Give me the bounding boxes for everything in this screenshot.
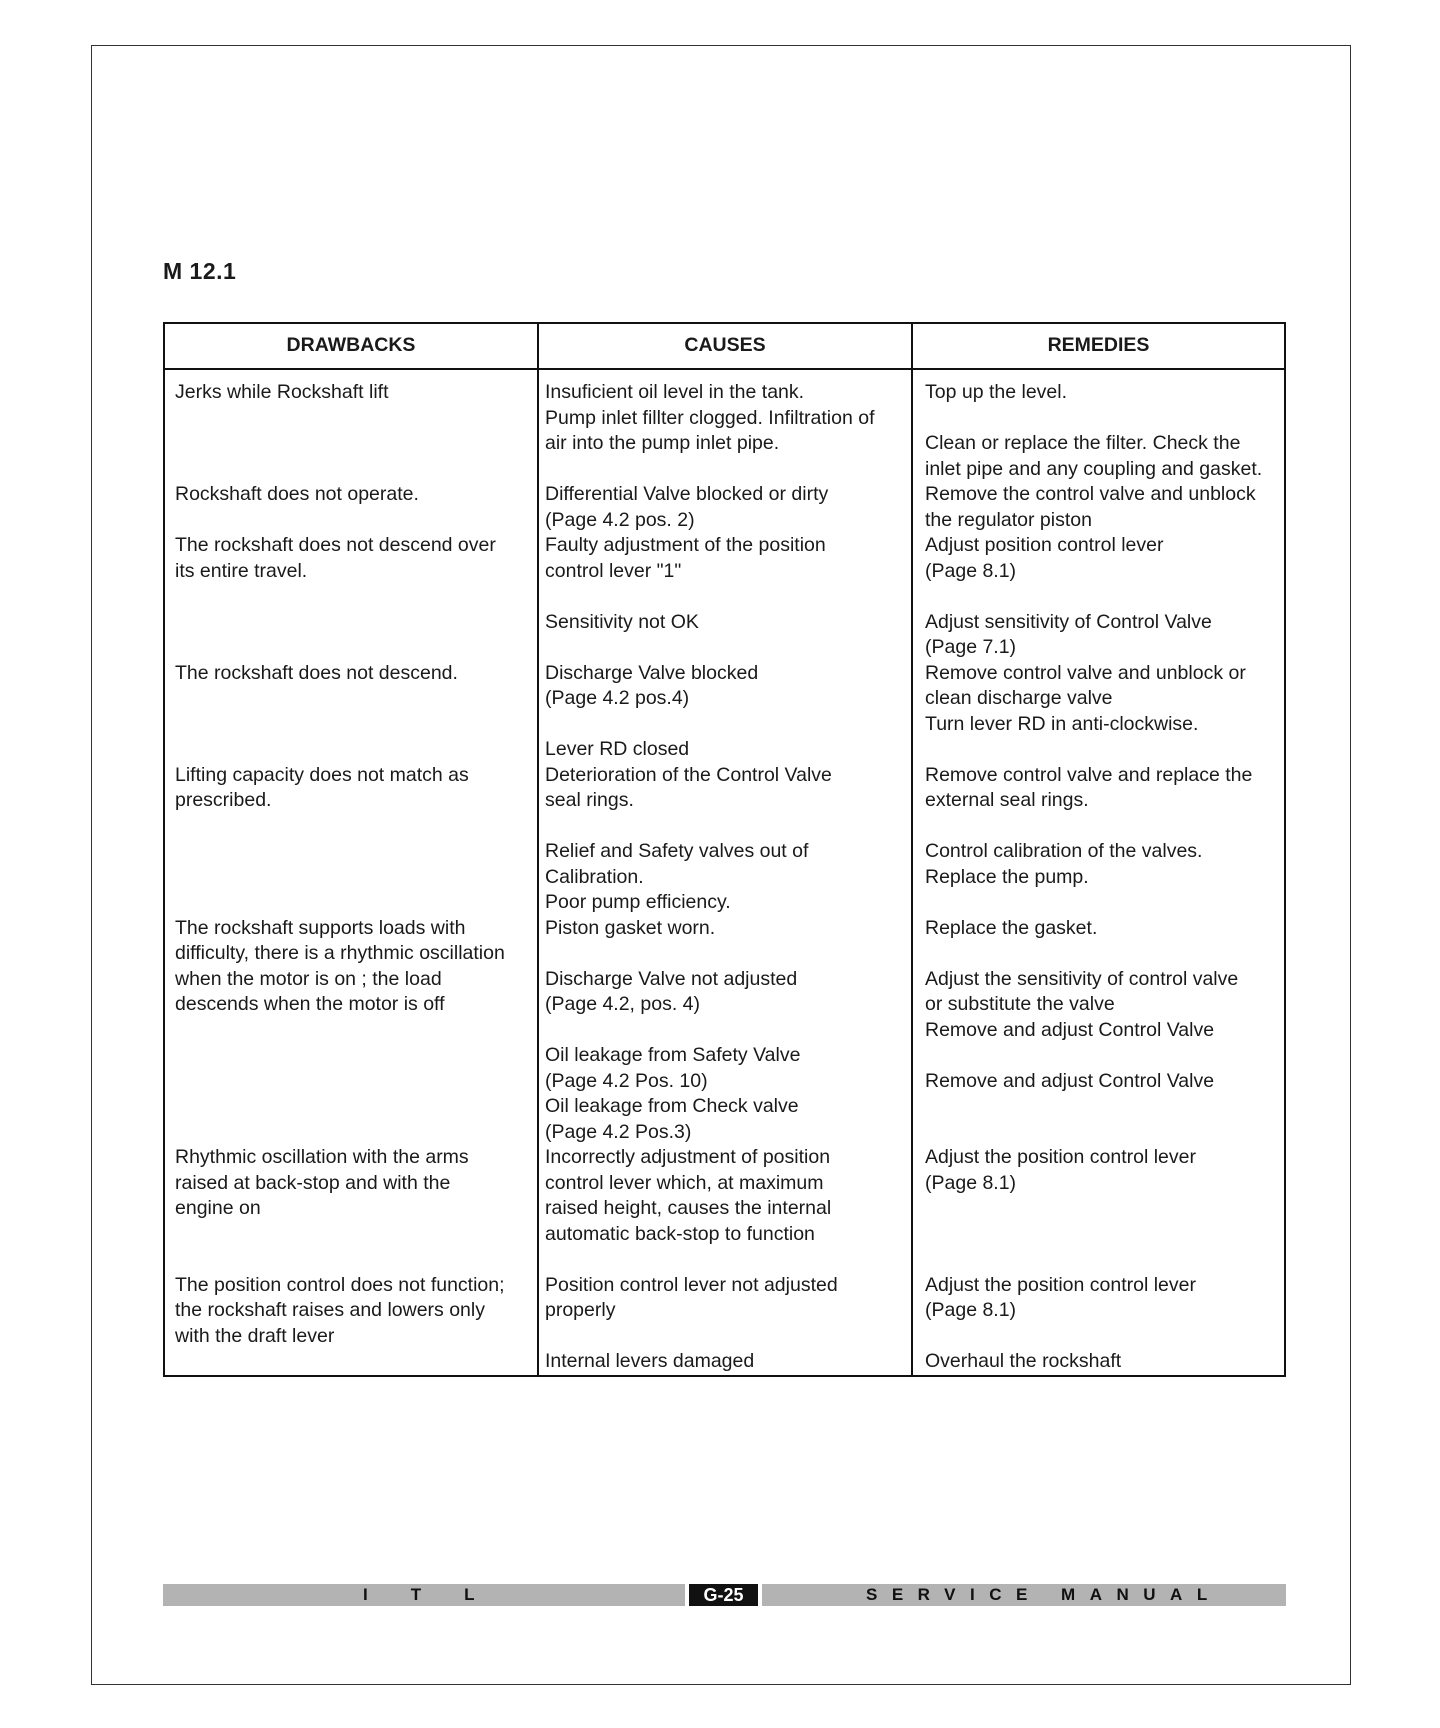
remedy-text-line: Replace the pump. bbox=[925, 865, 1089, 888]
blank-line bbox=[175, 686, 529, 712]
cause-text-line: (Page 4.2 pos.4) bbox=[545, 687, 690, 709]
blank-line bbox=[175, 457, 529, 483]
remedy-cell bbox=[912, 763, 1285, 916]
cause-cell bbox=[538, 763, 912, 916]
remedy-text-line: Remove and adjust Control Valve bbox=[925, 1069, 1215, 1092]
blank-line bbox=[925, 1247, 1276, 1273]
cause-text-line: Faulty adjustment of the position bbox=[545, 534, 826, 556]
drawback-text-line: with the draft lever bbox=[175, 1324, 335, 1347]
remedy-cell bbox=[912, 916, 1285, 1146]
cause-text-line: raised height, causes the internal bbox=[545, 1197, 832, 1219]
remedy-text-line: Adjust the position control lever bbox=[925, 1273, 1196, 1296]
cause-text-line: Discharge Valve blocked bbox=[545, 661, 759, 684]
cause-cell bbox=[538, 1145, 912, 1273]
drawback-text-line: raised at back-stop and with the bbox=[175, 1171, 451, 1194]
drawback-text-line: the rockshaft raises and lowers only bbox=[175, 1299, 485, 1321]
blank-line bbox=[545, 712, 903, 738]
blank-line bbox=[925, 584, 1276, 610]
remedy-cell bbox=[912, 533, 1285, 661]
table-row bbox=[164, 661, 1285, 763]
cause-cell bbox=[538, 533, 912, 661]
cause-text-line: (Page 4.2 Pos. 10) bbox=[545, 1069, 708, 1092]
cause-text-line: automatic back-stop to function bbox=[545, 1222, 815, 1245]
blank-line bbox=[545, 1247, 903, 1273]
drawback-text-line: The rockshaft does not descend. bbox=[175, 661, 458, 684]
blank-line bbox=[175, 1043, 529, 1069]
blank-line bbox=[175, 865, 529, 891]
cause-text-line: Piston gasket worn. bbox=[545, 916, 716, 939]
blank-line bbox=[925, 814, 1276, 840]
remedy-text-line: Remove and adjust Control Valve bbox=[925, 1018, 1215, 1041]
page-footer bbox=[163, 1584, 1286, 1606]
remedy-text-line: Adjust sensitivity of Control Valve bbox=[925, 610, 1212, 633]
blank-line bbox=[925, 1196, 1276, 1222]
cause-text-line: Oil leakage from Check valve bbox=[545, 1095, 799, 1117]
blank-line bbox=[925, 1043, 1276, 1069]
cause-text-line: Calibration. bbox=[545, 865, 644, 888]
remedy-cell bbox=[912, 369, 1285, 482]
footer-manual-title: SERVICE MANUAL bbox=[866, 1585, 1222, 1604]
drawback-text-line: Jerks while Rockshaft lift bbox=[175, 381, 389, 403]
drawback-cell bbox=[164, 1145, 538, 1273]
drawback-cell bbox=[164, 1273, 538, 1376]
blank-line bbox=[925, 941, 1276, 967]
remedy-text-line: clean discharge valve bbox=[925, 687, 1113, 709]
remedy-text-line: Adjust the sensitivity of control valve bbox=[925, 967, 1239, 990]
drawback-text-line: its entire travel. bbox=[175, 559, 308, 582]
drawback-text-line: prescribed. bbox=[175, 789, 272, 811]
table-body bbox=[164, 369, 1285, 1376]
table-row bbox=[164, 1145, 1285, 1273]
blank-line bbox=[175, 1069, 529, 1095]
cause-text-line: (Page 4.2 Pos.3) bbox=[545, 1120, 692, 1143]
blank-line bbox=[925, 1324, 1276, 1350]
troubleshooting-table bbox=[163, 322, 1286, 1377]
cause-text-line: Sensitivity not OK bbox=[545, 610, 699, 633]
blank-line bbox=[545, 457, 903, 483]
cause-text-line: Pump inlet fillter clogged. Infiltration of bbox=[545, 406, 875, 429]
cause-text-line: Position control lever not adjusted bbox=[545, 1273, 838, 1296]
remedy-cell bbox=[912, 661, 1285, 763]
remedy-text-line: Replace the gasket. bbox=[925, 916, 1098, 939]
drawback-text-line: The rockshaft does not descend over bbox=[175, 534, 496, 556]
remedy-text-line: or substitute the valve bbox=[925, 993, 1115, 1015]
blank-line bbox=[175, 814, 529, 840]
cause-text-line: Lever RD closed bbox=[545, 738, 690, 760]
table-row bbox=[164, 533, 1285, 661]
blank-line bbox=[175, 737, 529, 763]
blank-line bbox=[545, 1018, 903, 1044]
drawback-text-line: The position control does not function; bbox=[175, 1273, 505, 1296]
cause-text-line: Oil leakage from Safety Valve bbox=[545, 1044, 801, 1066]
cause-text-line: control lever "1" bbox=[545, 559, 682, 582]
remedy-text-line: inlet pipe and any coupling and gasket. bbox=[925, 457, 1263, 480]
cause-text-line: control lever which, at maximum bbox=[545, 1171, 824, 1194]
drawback-text-line: Rockshaft does not operate. bbox=[175, 483, 419, 505]
remedy-cell bbox=[912, 1273, 1285, 1376]
cause-text-line: Deterioration of the Control Valve bbox=[545, 763, 832, 786]
drawback-text-line: Lifting capacity does not match as bbox=[175, 763, 469, 786]
remedy-text-line: Remove control valve and unblock or bbox=[925, 661, 1246, 684]
remedy-text-line: Remove control valve and replace the bbox=[925, 763, 1253, 786]
remedy-text-line: Turn lever RD in anti-clockwise. bbox=[925, 712, 1199, 735]
drawback-text-line: descends when the motor is off bbox=[175, 993, 445, 1015]
remedy-text-line: Remove the control valve and unblock bbox=[925, 483, 1256, 505]
remedy-text-line: (Page 8.1) bbox=[925, 559, 1017, 582]
cause-text-line: Poor pump efficiency. bbox=[545, 891, 731, 913]
remedy-text-line: Adjust position control lever bbox=[925, 534, 1164, 556]
blank-line bbox=[925, 1094, 1276, 1120]
cause-text-line: Discharge Valve not adjusted bbox=[545, 967, 798, 990]
remedy-text-line: Control calibration of the valves. bbox=[925, 840, 1203, 862]
cause-text-line: Internal levers damaged bbox=[545, 1350, 755, 1372]
table-row bbox=[164, 1273, 1285, 1376]
cause-text-line: Insuficient oil level in the tank. bbox=[545, 381, 805, 403]
remedy-text-line: (Page 8.1) bbox=[925, 1171, 1017, 1194]
remedy-text-line: (Page 7.1) bbox=[925, 636, 1017, 658]
blank-line bbox=[175, 1120, 529, 1146]
blank-line bbox=[175, 1094, 529, 1120]
table-row bbox=[164, 916, 1285, 1146]
blank-line bbox=[545, 1324, 903, 1350]
drawback-cell bbox=[164, 482, 538, 533]
blank-line bbox=[925, 890, 1276, 916]
blank-line bbox=[175, 890, 529, 916]
cause-cell bbox=[538, 661, 912, 763]
cause-cell bbox=[538, 916, 912, 1146]
blank-line bbox=[545, 941, 903, 967]
blank-line bbox=[175, 1018, 529, 1044]
blank-line bbox=[175, 1349, 529, 1375]
drawback-cell bbox=[164, 661, 538, 763]
header-drawbacks: DRAWBACKS bbox=[164, 323, 538, 369]
remedy-text-line: Top up the level. bbox=[925, 381, 1068, 403]
blank-line bbox=[545, 635, 903, 661]
drawback-text-line: when the motor is on ; the load bbox=[175, 967, 442, 990]
blank-line bbox=[175, 712, 529, 738]
drawback-cell bbox=[164, 533, 538, 661]
blank-line bbox=[925, 1222, 1276, 1248]
drawback-cell bbox=[164, 369, 538, 482]
cause-text-line: (Page 4.2 pos. 2) bbox=[545, 508, 695, 531]
cause-text-line: (Page 4.2, pos. 4) bbox=[545, 993, 701, 1015]
blank-line bbox=[175, 1247, 529, 1273]
cause-cell bbox=[538, 369, 912, 482]
cause-cell bbox=[538, 1273, 912, 1376]
cause-cell bbox=[538, 482, 912, 533]
table-row bbox=[164, 763, 1285, 916]
blank-line bbox=[925, 1120, 1276, 1146]
remedy-text-line: Adjust the position control lever bbox=[925, 1146, 1196, 1168]
blank-line bbox=[925, 737, 1276, 763]
table-row bbox=[164, 369, 1285, 482]
cause-text-line: Relief and Safety valves out of bbox=[545, 840, 809, 862]
drawback-text-line: difficulty, there is a rhythmic oscillation bbox=[175, 942, 505, 964]
blank-line bbox=[175, 635, 529, 661]
remedy-text-line: Clean or replace the filter. Check the bbox=[925, 432, 1241, 454]
table-header-row bbox=[164, 323, 1285, 369]
cause-text-line: air into the pump inlet pipe. bbox=[545, 432, 780, 454]
remedy-text-line: external seal rings. bbox=[925, 789, 1089, 811]
drawback-cell bbox=[164, 763, 538, 916]
blank-line bbox=[175, 508, 529, 534]
blank-line bbox=[175, 1222, 529, 1248]
drawback-text-line: The rockshaft supports loads with bbox=[175, 916, 466, 939]
blank-line bbox=[175, 406, 529, 432]
remedy-text-line: Overhaul the rockshaft bbox=[925, 1350, 1122, 1372]
page-number: G-25 bbox=[689, 1584, 758, 1606]
cause-text-line: seal rings. bbox=[545, 789, 634, 811]
blank-line bbox=[175, 584, 529, 610]
remedy-cell bbox=[912, 1145, 1285, 1273]
blank-line bbox=[545, 584, 903, 610]
table-row bbox=[164, 482, 1285, 533]
remedy-text-line: the regulator piston bbox=[925, 508, 1092, 531]
header-causes: CAUSES bbox=[538, 323, 912, 369]
cause-text-line: Differential Valve blocked or dirty bbox=[545, 483, 829, 505]
blank-line bbox=[175, 431, 529, 457]
remedy-text-line: (Page 8.1) bbox=[925, 1299, 1017, 1321]
blank-line bbox=[175, 839, 529, 865]
section-title: M 12.1 bbox=[163, 258, 237, 284]
drawback-text-line: Rhythmic oscillation with the arms bbox=[175, 1146, 469, 1168]
cause-text-line: Incorrectly adjustment of position bbox=[545, 1146, 831, 1168]
cause-text-line: properly bbox=[545, 1299, 616, 1321]
drawback-text-line: engine on bbox=[175, 1197, 261, 1219]
blank-line bbox=[545, 814, 903, 840]
blank-line bbox=[175, 610, 529, 636]
drawback-cell bbox=[164, 916, 538, 1146]
blank-line bbox=[925, 406, 1276, 432]
remedy-cell bbox=[912, 482, 1285, 533]
footer-brand: ITL bbox=[363, 1585, 518, 1604]
header-remedies: REMEDIES bbox=[912, 323, 1285, 369]
